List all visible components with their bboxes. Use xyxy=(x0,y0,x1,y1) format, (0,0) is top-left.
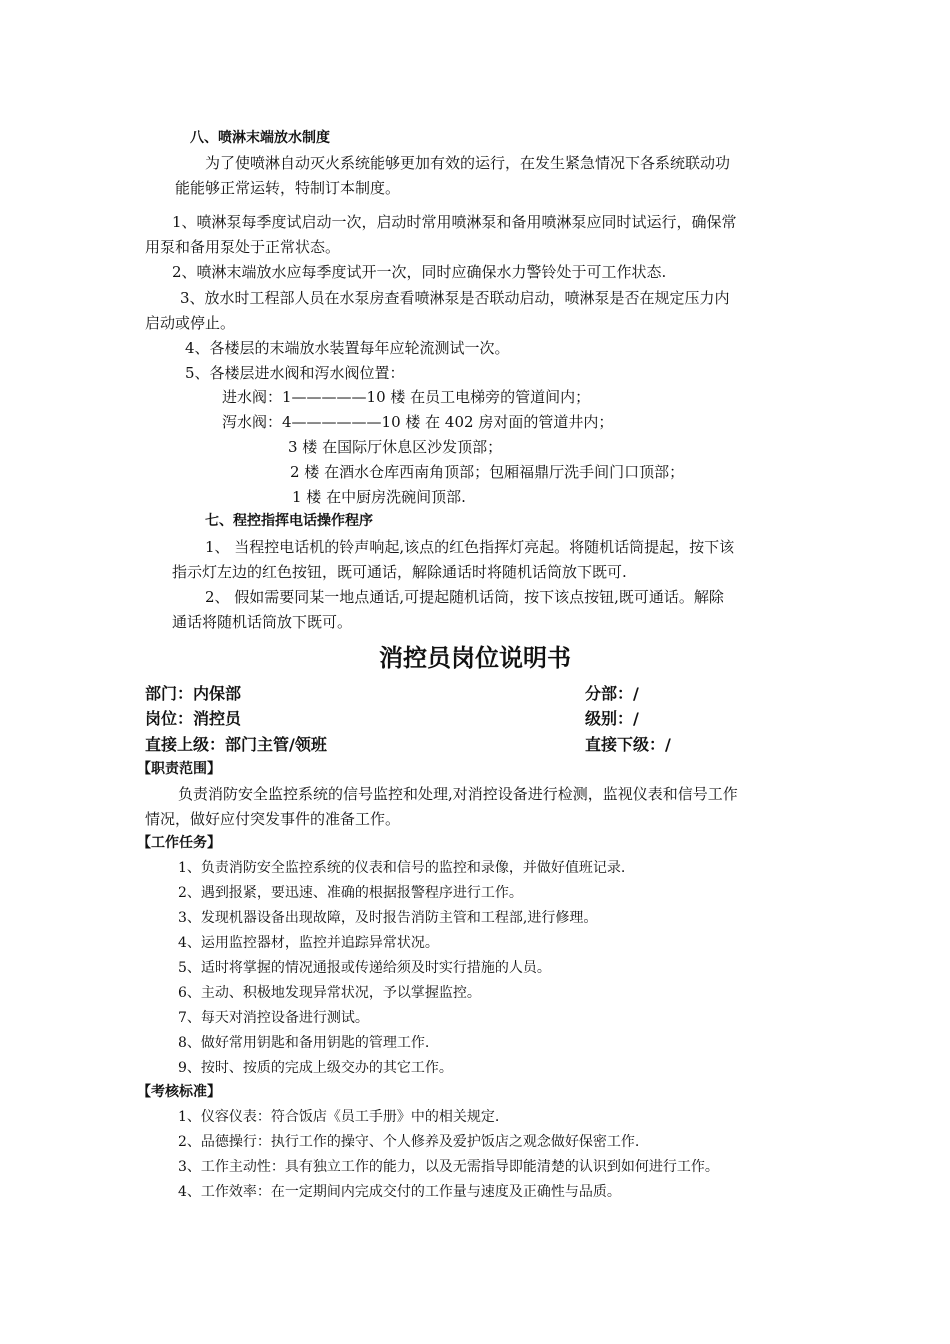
criteria-heading: 【考核标准】 xyxy=(137,1084,221,1100)
section-7-item-1-line-1: 1、 当程控电话机的铃声响起,该点的红色指挥灯亮起。将随机话筒提起，按下该 xyxy=(205,538,735,556)
task-item: 1、负责消防安全监控系统的仪表和信号的监控和录像，并做好值班记录. xyxy=(178,860,626,876)
section-7-item-2-line-2: 通话将随机话筒放下既可。 xyxy=(172,613,353,631)
direct-superior-field: 直接上级：部门主管/领班 xyxy=(145,735,327,754)
section-8-item-2: 2、喷淋末端放水应每季度试开一次，同时应确保水力警铃处于可工作状态. xyxy=(172,263,667,281)
scope-heading: 【职责范围】 xyxy=(137,761,221,777)
section-8-item-1-line-2: 用泵和备用泵处于正常状态。 xyxy=(145,238,341,256)
section-8-item-1-line-1: 1、喷淋泵每季度试启动一次，启动时常用喷淋泵和备用喷淋泵应同时试运行，确保常 xyxy=(172,213,737,231)
task-item: 9、按时、按质的完成上级交办的其它工作。 xyxy=(178,1060,453,1076)
criteria-item: 1、仪容仪表：符合饭店《员工手册》中的相关规定. xyxy=(178,1109,500,1125)
section-8-item-3-line-2: 启动或停止。 xyxy=(145,314,236,332)
scope-line-1: 负责消防安全监控系统的信号监控和处理,对消控设备进行检测，监视仪表和信号工作 xyxy=(178,785,738,803)
section-7-item-1-line-2: 指示灯左边的红色按钮，既可通话，解除通话时将随机话筒放下既可. xyxy=(172,563,627,581)
department-field: 部门：内保部 xyxy=(145,684,242,703)
section-8-item-5: 5、各楼层进水阀和泻水阀位置： xyxy=(185,364,405,382)
task-item: 2、遇到报紧，要迅速、准确的根据报警程序进行工作。 xyxy=(178,885,523,901)
criteria-item: 2、品德操行：执行工作的操守、个人修养及爱护饭店之观念做好保密工作. xyxy=(178,1134,640,1150)
drain-valve-location: 泻水阀：4——————10 楼 在 402 房对面的管道井内； xyxy=(222,413,614,431)
criteria-item: 3、工作主动性：具有独立工作的能力，以及无需指导即能清楚的认识到如何进行工作。 xyxy=(178,1159,719,1175)
job-description-title: 消控员岗位说明书 xyxy=(379,644,571,672)
floor-1-location: 1 楼 在中厨房洗碗间顶部. xyxy=(292,488,466,506)
criteria-item: 4、工作效率：在一定期间内完成交付的工作量与速度及正确性与品质。 xyxy=(178,1184,621,1200)
section-8-intro-line-1: 为了使喷淋自动灭火系统能够更加有效的运行，在发生紧急情况下各系统联动功 xyxy=(205,154,731,172)
section-8-item-4: 4、各楼层的末端放水装置每年应轮流测试一次。 xyxy=(185,339,510,357)
task-item: 3、发现机器设备出现故障，及时报告消防主管和工程部,进行修理。 xyxy=(178,910,598,926)
scope-line-2: 情况，做好应付突发事件的准备工作。 xyxy=(145,810,401,828)
floor-3-location: 3 楼 在国际厅休息区沙发顶部； xyxy=(288,438,503,456)
section-8-item-3-line-1: 3、放水时工程部人员在水泵房查看喷淋泵是否联动启动，喷淋泵是否在规定压力内 xyxy=(180,289,730,307)
task-item: 5、适时将掌握的情况通报或传递给须及时实行措施的人员。 xyxy=(178,960,551,976)
section-7-heading: 七、程控指挥电话操作程序 xyxy=(205,513,373,529)
task-item: 6、主动、积极地发现异常状况，予以掌握监控。 xyxy=(178,985,481,1001)
task-item: 4、运用监控器材，监控并追踪异常状况。 xyxy=(178,935,439,951)
section-8-heading: 八、喷淋末端放水制度 xyxy=(190,130,330,146)
direct-subordinate-field: 直接下级：/ xyxy=(585,735,671,754)
task-item: 8、做好常用钥匙和备用钥匙的管理工作. xyxy=(178,1035,430,1051)
task-item: 7、每天对消控设备进行测试。 xyxy=(178,1010,369,1026)
inlet-valve-location: 进水阀：1—————10 楼 在员工电梯旁的管道间内； xyxy=(222,388,591,406)
level-field: 级别：/ xyxy=(585,709,639,728)
section-7-item-2-line-1: 2、 假如需要同某一地点通话,可提起随机话筒，按下该点按钮,既可通话。解除 xyxy=(205,588,724,606)
branch-field: 分部：/ xyxy=(585,684,639,703)
post-field: 岗位：消控员 xyxy=(145,709,242,728)
section-8-intro-line-2: 能能够正常运转，特制订本制度。 xyxy=(175,179,401,197)
floor-2-location: 2 楼 在酒水仓库西南角顶部；包厢福鼎厅洗手间门口顶部； xyxy=(290,463,685,481)
tasks-heading: 【工作任务】 xyxy=(137,835,221,851)
